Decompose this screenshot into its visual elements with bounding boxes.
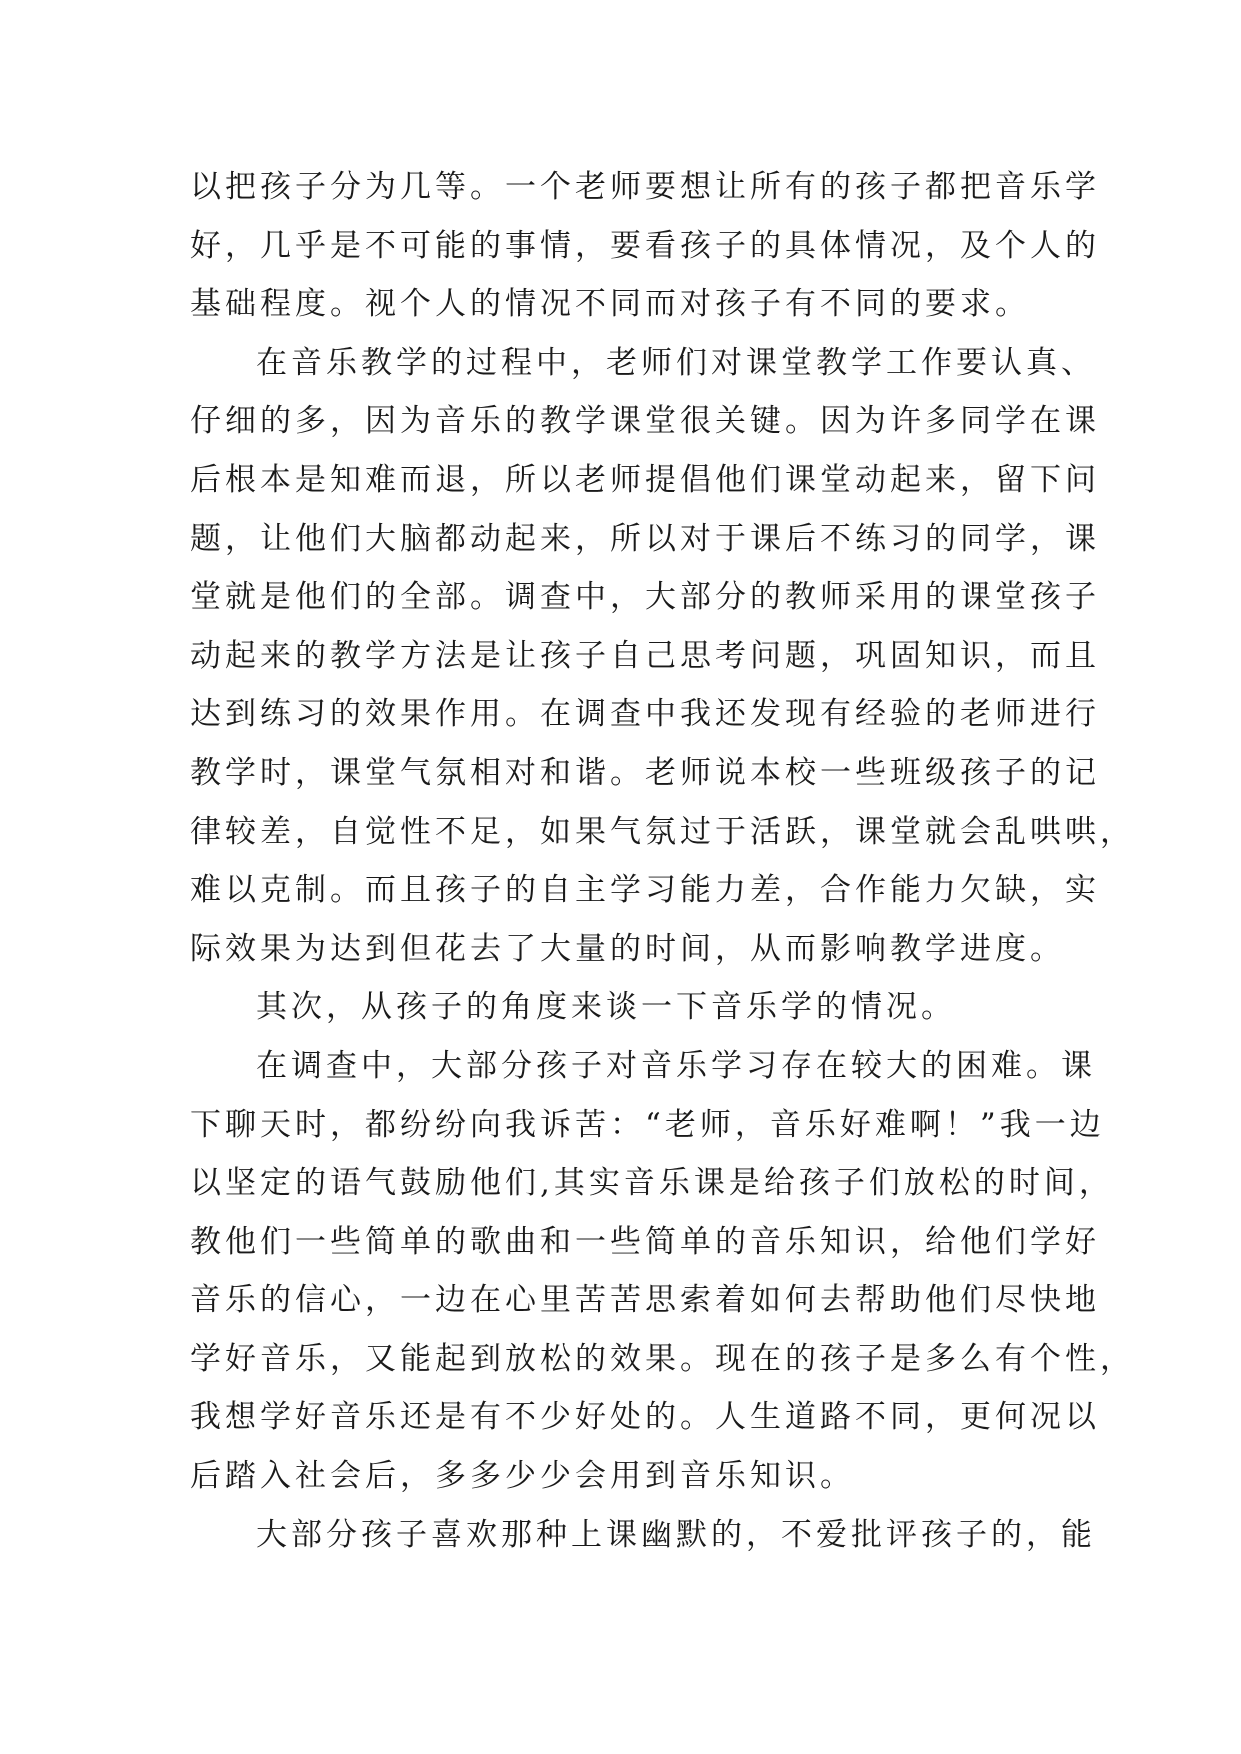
text-line: 音乐的信心，一边在心里苦苦思索着如何去帮助他们尽快地 bbox=[190, 1282, 1100, 1319]
text-line-paragraph-start: 在调查中，大部分孩子对音乐学习存在较大的困难。课 bbox=[256, 1047, 1096, 1084]
text-line: 我想学好音乐还是有不少好处的。人生道路不同，更何况以 bbox=[190, 1399, 1100, 1436]
text-line: 难以克制。而且孩子的自主学习能力差，合作能力欠缺，实 bbox=[190, 872, 1100, 909]
text-line-paragraph-start: 其次，从孩子的角度来谈一下音乐学的情况。 bbox=[256, 989, 956, 1026]
text-line: 仔细的多，因为音乐的教学课堂很关键。因为许多同学在课 bbox=[190, 403, 1100, 440]
text-line: 堂就是他们的全部。调查中，大部分的教师采用的课堂孩子 bbox=[190, 579, 1100, 616]
text-line: 后踏入社会后，多多少少会用到音乐知识。 bbox=[190, 1458, 855, 1495]
text-line: 以坚定的语气鼓励他们,其实音乐课是给孩子们放松的时间， bbox=[190, 1165, 1114, 1202]
body-text bbox=[190, 158, 1135, 1564]
text-line: 题，让他们大脑都动起来，所以对于课后不练习的同学，课 bbox=[190, 520, 1100, 557]
text-line: 基础程度。视个人的情况不同而对孩子有不同的要求。 bbox=[190, 286, 1030, 323]
text-line: 教他们一些简单的歌曲和一些简单的音乐知识，给他们学好 bbox=[190, 1223, 1100, 1260]
text-line-paragraph-start: 在音乐教学的过程中，老师们对课堂教学工作要认真、 bbox=[256, 344, 1096, 381]
text-line-paragraph-start: 大部分孩子喜欢那种上课幽默的，不爱批评孩子的，能 bbox=[256, 1516, 1096, 1553]
text-line: 达到练习的效果作用。在调查中我还发现有经验的老师进行 bbox=[190, 696, 1100, 733]
text-line: 后根本是知难而退，所以老师提倡他们课堂动起来，留下问 bbox=[190, 461, 1100, 498]
text-line: 教学时，课堂气氛相对和谐。老师说本校一些班级孩子的记 bbox=[190, 754, 1100, 791]
text-line: 以把孩子分为几等。一个老师要想让所有的孩子都把音乐学 bbox=[190, 169, 1100, 205]
text-line: 动起来的教学方法是让孩子自己思考问题，巩固知识，而且 bbox=[190, 637, 1100, 674]
text-line: 好，几乎是不可能的事情，要看孩子的具体情况，及个人的 bbox=[190, 227, 1100, 264]
text-line: 律较差，自觉性不足，如果气氛过于活跃，课堂就会乱哄哄， bbox=[190, 813, 1135, 850]
text-line: 际效果为达到但花去了大量的时间，从而影响教学进度。 bbox=[190, 930, 1065, 967]
text-line: 下聊天时，都纷纷向我诉苦：“老师，音乐好难啊！”我一边 bbox=[190, 1106, 1105, 1143]
text-line: 学好音乐，又能起到放松的效果。现在的孩子是多么有个性， bbox=[190, 1340, 1135, 1377]
